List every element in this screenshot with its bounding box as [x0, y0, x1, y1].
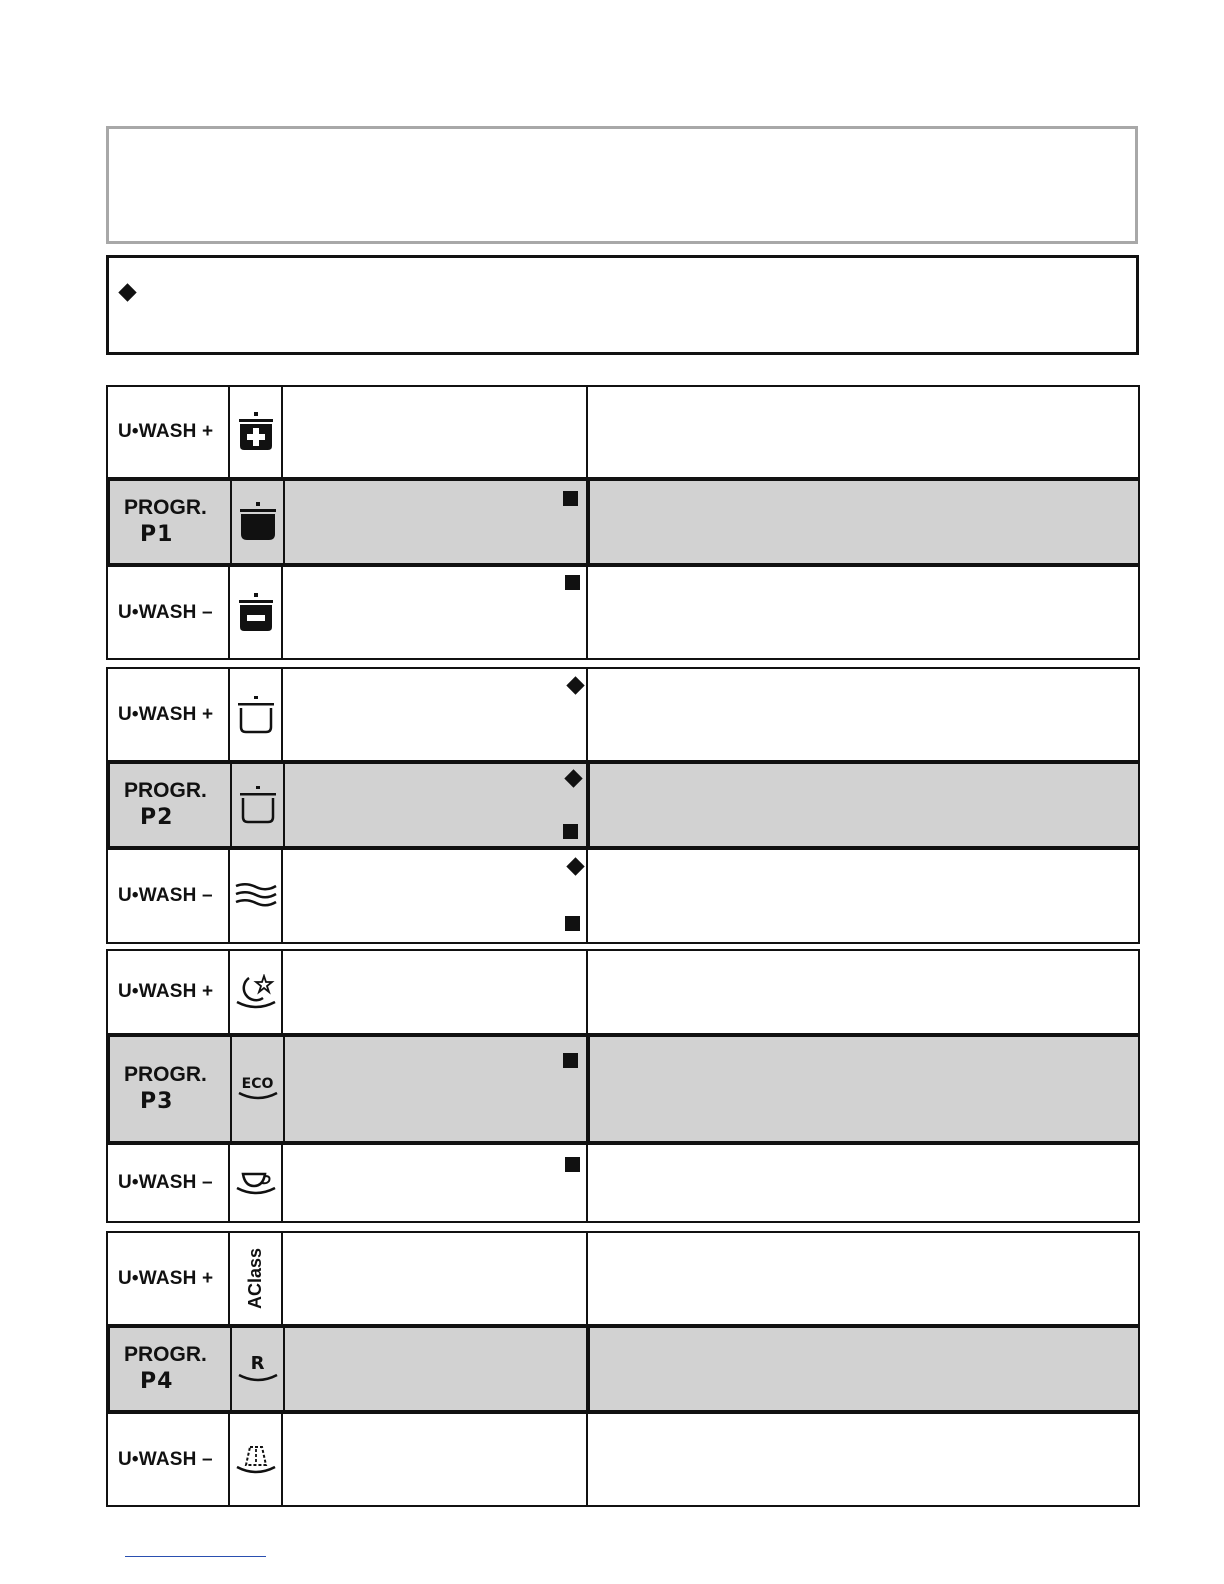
footer-link-line	[125, 1556, 266, 1557]
wave-lines-icon	[235, 882, 277, 910]
program-group-p2	[106, 667, 1140, 944]
program-label: PROGR. P1	[124, 496, 207, 548]
diamond-marker-icon	[118, 283, 136, 301]
pot-plus-icon	[237, 412, 275, 452]
uwash-plus-label: U•WASH +	[118, 421, 214, 442]
diamond-marker-icon	[566, 857, 584, 875]
table-row	[108, 387, 1138, 477]
table-row	[106, 477, 1138, 567]
a-class-icon: AClass	[245, 1247, 265, 1310]
eco-icon: ECO	[237, 1077, 279, 1101]
uwash-minus-label: U•WASH –	[118, 1448, 213, 1470]
pot-filled-icon	[239, 502, 277, 542]
diamond-marker-icon	[566, 676, 584, 694]
uwash-minus-label: U•WASH –	[118, 601, 213, 623]
table-row	[108, 567, 1138, 658]
uwash-plus-label: U•WASH +	[118, 1267, 214, 1289]
table-row	[106, 1324, 1138, 1414]
program-label: PROGR. P4	[124, 1343, 207, 1395]
rinse-r-icon: R	[237, 1355, 279, 1383]
pot-minus-icon	[237, 593, 275, 633]
diamond-marker-icon	[564, 769, 582, 787]
table-row	[108, 1233, 1138, 1324]
program-group-p1	[106, 385, 1140, 660]
spray-glass-icon	[235, 1443, 277, 1477]
uwash-minus-label: U•WASH –	[118, 885, 213, 906]
table-row	[108, 1145, 1138, 1221]
legend-box	[106, 255, 1139, 355]
header-box	[106, 126, 1138, 244]
square-marker-icon	[565, 575, 580, 590]
table-row	[108, 850, 1138, 942]
program-label: PROGR. P2	[124, 779, 207, 831]
pot-outline-icon	[237, 695, 275, 735]
square-marker-icon	[563, 491, 578, 506]
table-row	[106, 760, 1138, 850]
table-row	[106, 1033, 1138, 1145]
program-group-p3	[106, 949, 1140, 1223]
square-marker-icon	[565, 1157, 580, 1172]
cup-icon	[235, 1168, 277, 1198]
program-group-p4	[106, 1231, 1140, 1507]
square-marker-icon	[565, 916, 580, 931]
table-row	[108, 669, 1138, 760]
uwash-plus-label: U•WASH +	[118, 703, 214, 725]
program-label: PROGR. P3	[124, 1063, 207, 1115]
uwash-minus-label: U•WASH –	[118, 1172, 213, 1193]
night-moon-icon	[235, 974, 277, 1010]
uwash-plus-label: U•WASH +	[118, 981, 214, 1002]
table-row	[108, 951, 1138, 1033]
pot-outline-icon	[239, 785, 277, 825]
square-marker-icon	[563, 1053, 578, 1068]
square-marker-icon	[563, 824, 578, 839]
table-row	[108, 1414, 1138, 1505]
